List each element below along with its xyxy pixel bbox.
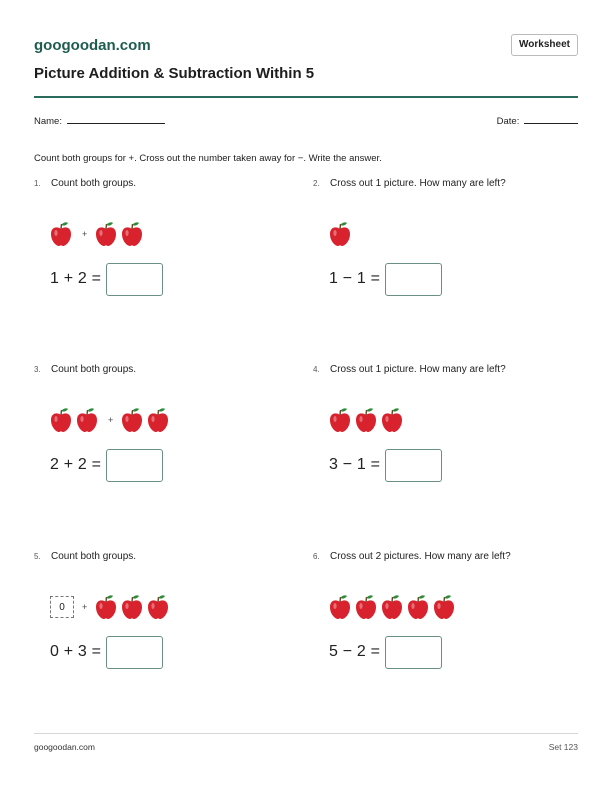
name-label: Name: bbox=[34, 116, 62, 127]
date-blank-line[interactable] bbox=[524, 114, 578, 124]
apple-icon bbox=[407, 594, 429, 620]
apple-icon bbox=[147, 407, 169, 433]
date-field[interactable] bbox=[497, 114, 578, 127]
apple-icon bbox=[329, 221, 351, 247]
problem-instruction: Count both groups. bbox=[51, 551, 137, 562]
problem-instruction: Count both groups. bbox=[51, 178, 137, 189]
answer-box[interactable] bbox=[106, 636, 163, 669]
problem-prompt bbox=[313, 364, 506, 375]
equation-row bbox=[329, 448, 442, 482]
problem-prompt bbox=[34, 178, 136, 189]
picture-group[interactable] bbox=[329, 221, 355, 247]
problem-5 bbox=[34, 551, 294, 691]
empty-group-box: 0 bbox=[50, 596, 74, 618]
equation-text: 1 + 2 = bbox=[50, 270, 102, 287]
problem-instruction: Cross out 1 picture. How many are left? bbox=[330, 364, 506, 375]
answer-box[interactable] bbox=[385, 449, 442, 482]
problem-6 bbox=[313, 551, 573, 691]
apple-icon bbox=[50, 407, 72, 433]
instructions: Count both groups for +. Cross out the number taken away for −. Write the answer. bbox=[34, 153, 382, 164]
answer-box[interactable] bbox=[385, 263, 442, 296]
problem-instruction: Count both groups. bbox=[51, 364, 137, 375]
footer-divider bbox=[34, 733, 578, 734]
equation-text: 3 − 1 = bbox=[329, 456, 381, 473]
picture-group[interactable] bbox=[50, 407, 173, 433]
equation-row bbox=[50, 635, 163, 669]
apple-icon bbox=[381, 594, 403, 620]
apple-icon bbox=[329, 594, 351, 620]
equation-text: 5 − 2 = bbox=[329, 643, 381, 660]
apple-icon bbox=[329, 407, 351, 433]
picture-group[interactable] bbox=[329, 407, 407, 433]
problem-1 bbox=[34, 178, 294, 318]
date-label: Date: bbox=[496, 116, 520, 127]
problem-number: 4. bbox=[313, 365, 320, 374]
problem-prompt bbox=[313, 551, 511, 562]
equation-text: 0 + 3 = bbox=[50, 643, 102, 660]
picture-group[interactable] bbox=[50, 221, 147, 247]
problem-instruction: Cross out 2 pictures. How many are left? bbox=[330, 551, 511, 562]
picture-group[interactable] bbox=[329, 594, 459, 620]
plus-sign: + bbox=[82, 229, 88, 239]
apple-icon bbox=[121, 221, 143, 247]
apple-icon bbox=[121, 594, 143, 620]
problem-prompt bbox=[34, 364, 136, 375]
problem-number: 2. bbox=[313, 179, 320, 188]
problem-number: 1. bbox=[34, 179, 41, 188]
problem-3 bbox=[34, 364, 294, 504]
problem-prompt bbox=[34, 551, 136, 562]
header bbox=[34, 34, 578, 98]
apple-icon bbox=[121, 407, 143, 433]
apple-icon bbox=[50, 221, 72, 247]
plus-sign: + bbox=[108, 415, 114, 425]
apple-icon bbox=[95, 221, 117, 247]
footer-site[interactable]: googoodan.com bbox=[34, 742, 95, 752]
apple-icon bbox=[355, 407, 377, 433]
equation-text: 2 + 2 = bbox=[50, 456, 102, 473]
answer-box[interactable] bbox=[385, 636, 442, 669]
header-divider bbox=[34, 96, 578, 98]
equation-text: 1 − 1 = bbox=[329, 270, 381, 287]
answer-box[interactable] bbox=[106, 449, 163, 482]
problem-2 bbox=[313, 178, 573, 318]
answer-box[interactable] bbox=[106, 263, 163, 296]
problem-number: 3. bbox=[34, 365, 41, 374]
apple-icon bbox=[76, 407, 98, 433]
problem-instruction: Cross out 1 picture. How many are left? bbox=[330, 178, 506, 189]
problem-number: 6. bbox=[313, 552, 320, 561]
picture-group[interactable] bbox=[50, 594, 173, 620]
apple-icon bbox=[355, 594, 377, 620]
page-title: Picture Addition & Subtraction Within 5 bbox=[34, 65, 315, 82]
apple-icon bbox=[433, 594, 455, 620]
brand-name[interactable]: googoodan.com bbox=[34, 37, 151, 54]
worksheet-badge: Worksheet bbox=[511, 34, 578, 56]
name-field[interactable] bbox=[34, 114, 165, 127]
apple-icon bbox=[381, 407, 403, 433]
plus-sign: + bbox=[82, 602, 88, 612]
equation-row bbox=[50, 262, 163, 296]
equation-row bbox=[329, 262, 442, 296]
footer-set-number: Set 123 bbox=[548, 742, 578, 752]
problem-number: 5. bbox=[34, 552, 41, 561]
equation-row bbox=[329, 635, 442, 669]
apple-icon bbox=[147, 594, 169, 620]
equation-row bbox=[50, 448, 163, 482]
name-blank-line[interactable] bbox=[67, 114, 165, 124]
problem-prompt bbox=[313, 178, 506, 189]
apple-icon bbox=[95, 594, 117, 620]
problem-4 bbox=[313, 364, 573, 504]
